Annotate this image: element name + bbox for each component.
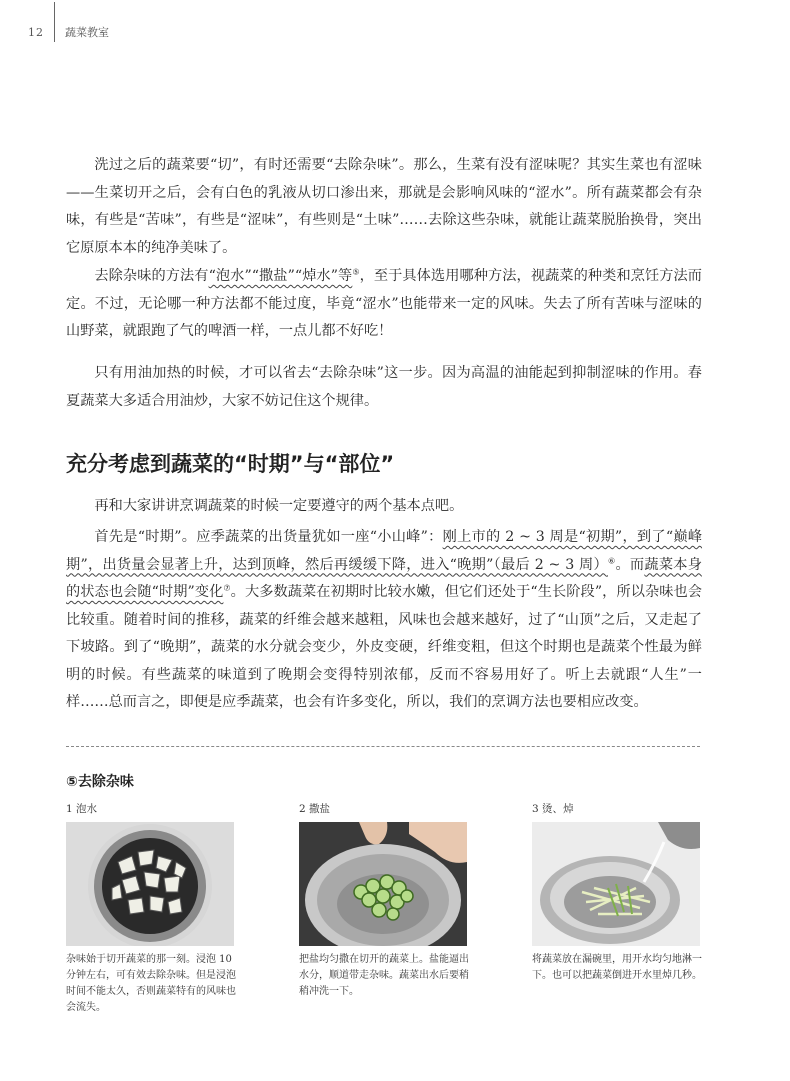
method-blanch-caption: 将蔬菜放在漏碗里，用开水均匀地淋一下。也可以把蔬菜倒进开水里焯几秒。 xyxy=(532,954,702,981)
paragraph-1-text: 洗过之后的蔬菜要“切”，有时还需要“去除杂味”。那么，生菜有没有涩味呢？其实生菜也有涩味——生菜切开之后，会有白色的乳液从切口渗出来，那就是会影响风味的“涩水”。所有蔬菜都会有杂味，有些是“苦味”，有些是“涩味”，有些则是“土味”……去除这些杂味，就能让蔬菜脱胎换骨，突出它原原本本的纯净美味了。 xyxy=(66,157,702,256)
paragraph-3-text: 只有用油加热的时候，才可以省去“去除杂味”这一步。因为高温的油能起到抑制涩味的作用。春夏蔬菜大多适合用油炒，大家不妨记住这个规律。 xyxy=(66,365,702,409)
method-blanch-label: 3 烫、焯 xyxy=(532,803,574,815)
page-header xyxy=(28,22,109,42)
header-divider xyxy=(54,2,55,42)
salt-photo xyxy=(299,822,467,946)
p5-post: 。大多数蔬菜在初期时比较水嫩，但它们还处于“生长阶段”，所以杂味也会比较重。随着时间的推移，蔬菜的纤维会越来越粗，风味也会越来越好，过了“山顶”之后，又走起了下坡路。到了“晚期”，蔬菜的水分就会变少，外皮变硬，纤维变粗，但这个时期也是蔬菜个性最为鲜明的时候。有些蔬菜的味道到了晚期会变得特别浓郁，反而不容易用好了。听上去就跟“人生”一样……总而言之，即便是应季蔬菜，也会有许多变化，所以，我们的烹调方法也要相应改变。 xyxy=(66,584,702,710)
p5-emphasis-1: 刚上市的 2 ~ 3 周是“初期”，到了“巅峰期”，出货量会显著上升，达到顶峰，然后再缓缓下降，进入“晚期”（最后 2 ~ 3 周） xyxy=(66,529,703,573)
method-salt-caption: 把盐均匀撒在切开的蔬菜上。盐能逼出水分，顺道带走杂味。蔬菜出水后要稍稍冲洗一下。 xyxy=(299,954,469,997)
method-soak-caption: 杂味始于切开蔬菜的那一刻。浸泡 10 分钟左右，可有效去除杂味。但是浸泡时间不能太久，否则蔬菜特有的风味也会流失。 xyxy=(66,954,236,1013)
blanch-illustration xyxy=(532,822,700,946)
paragraph-2 xyxy=(66,263,702,346)
dashed-divider xyxy=(66,746,700,747)
salt-illustration xyxy=(299,822,467,946)
note-ref-5: ⑤ xyxy=(352,267,360,277)
note-title: ⑤去除杂味 xyxy=(66,774,134,790)
paragraph-4-text: 再和大家讲讲烹调蔬菜的时候一定要遵守的两个基本点吧。 xyxy=(94,498,464,514)
p5-pre: 首先是“时期”。应季蔬菜的出货量犹如一座“小山峰”： xyxy=(94,529,443,545)
paragraph-5 xyxy=(66,524,702,717)
paragraph-1 xyxy=(66,152,702,262)
note-ref-6: ⑥ xyxy=(607,555,616,565)
note-ref-7: ⑦ xyxy=(223,583,231,593)
p5-mid: 。而 xyxy=(615,556,645,573)
method-soak xyxy=(66,802,236,1016)
page-number: 12 xyxy=(28,25,44,39)
method-blanch xyxy=(532,802,702,984)
blanch-photo xyxy=(532,822,700,946)
soak-photo xyxy=(66,822,234,946)
method-salt-label: 2 撒盐 xyxy=(299,803,331,815)
method-soak-label: 1 泡水 xyxy=(66,803,98,815)
section-title: 充分考虑到蔬菜的“时期”与“部位” xyxy=(66,452,395,476)
soak-illustration xyxy=(66,822,234,946)
p2-pre: 去除杂味的方法有 xyxy=(94,268,209,284)
paragraph-4 xyxy=(66,493,702,521)
p2-post: ，至于具体选用哪种方法，视蔬菜的种类和烹饪方法而定。不过，无论哪一种方法都不能过度，毕竟“涩水”也能带来一定的风味。失去了所有苦味与涩味的山野菜，就跟跑了气的啤酒一样，一点儿都不好吃！ xyxy=(66,268,702,339)
method-salt xyxy=(299,802,469,1000)
section-name: 蔬菜教室 xyxy=(65,26,109,39)
p2-emphasis: “泡水”“撒盐”“焯水”等 xyxy=(208,268,353,284)
paragraph-3 xyxy=(66,360,702,415)
p5-emphasis-2: 蔬菜本身的状态也会随“时期”变化 xyxy=(66,556,702,600)
